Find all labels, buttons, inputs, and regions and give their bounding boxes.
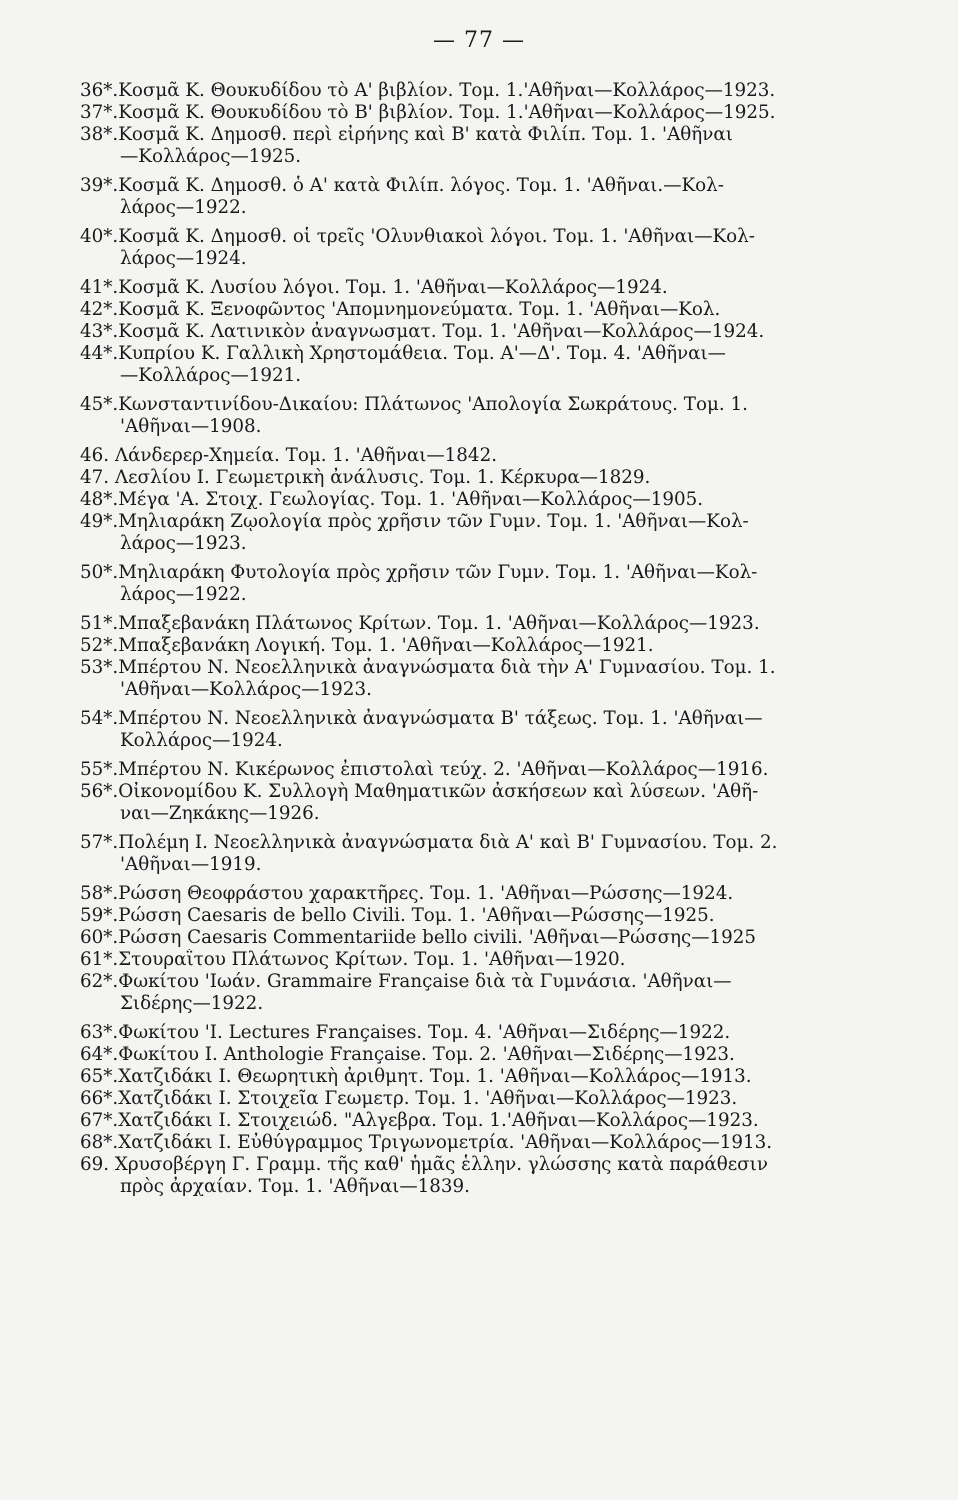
bibliography-entry: [80, 80, 910, 102]
entry-continuation-line: λάρος—1923.: [120, 533, 247, 554]
entry-line: 43*.Κοσμᾶ Κ. Λατινικὸν ἀναγνωσματ. Τομ. 1. 'Αθῆναι—Κολλάρος—1924.: [80, 321, 765, 342]
entry-line: 51*.Μπαξεβανάκη Πλάτωνος Κρίτων. Τομ. 1. 'Αθῆναι—Κολλάρος—1923.: [80, 613, 760, 634]
bibliography-entry: [80, 1066, 910, 1088]
bibliography-entry: [80, 489, 910, 511]
entry-line: 56*.Οἰκονομίδου Κ. Συλλογὴ Μαθηματικῶν ἀσκήσεων καὶ λύσεων. 'Αθῆ-: [80, 781, 759, 802]
bibliography-entry: [80, 971, 910, 1015]
entry-line: 41*.Κοσμᾶ Κ. Λυσίου λόγοι. Τομ. 1. 'Αθῆναι—Κολλάρος—1924.: [80, 277, 668, 298]
bibliography-entry: [80, 883, 910, 905]
entry-line: 69. Χρυσοβέργη Γ. Γραμμ. τῆς καθ' ἡμᾶς ἑλλην. γλώσσης κατὰ παράθεσιν: [80, 1154, 768, 1175]
bibliography-entry: [80, 759, 910, 781]
entry-continuation-line: Κολλάρος—1924.: [120, 730, 283, 751]
bibliography-entry: [80, 511, 910, 555]
bibliography-entry: [80, 124, 910, 168]
entry-continuation-line: πρὸς ἀρχαίαν. Τομ. 1. 'Αθῆναι—1839.: [120, 1176, 470, 1197]
entry-line: 58*.Ρώσση Θεοφράστου χαρακτῆρες. Τομ. 1. 'Αθῆναι—Ρώσσης—1924.: [80, 883, 734, 904]
entry-line: 57*.Πολέμη Ι. Νεοελληνικὰ ἀναγνώσματα διὰ Α' καὶ Β' Γυμνασίου. Τομ. 2.: [80, 832, 778, 853]
entry-line: 38*.Κοσμᾶ Κ. Δημοσθ. περὶ εἰρήνης καὶ Β' κατὰ Φιλίπ. Τομ. 1. 'Αθῆναι: [80, 124, 733, 145]
entry-continuation-line: —Κολλάρος—1925.: [120, 146, 302, 167]
bibliography-entry: [80, 949, 910, 971]
bibliography-entry: [80, 613, 910, 635]
entry-line: 54*.Μπέρτου Ν. Νεοελληνικὰ ἀναγνώσματα Β' τάξεως. Τομ. 1. 'Αθῆναι—: [80, 708, 763, 729]
bibliography-entry: [80, 277, 910, 299]
bibliography-entry: [80, 1022, 910, 1044]
entry-line: 48*.Μέγα 'Α. Στοιχ. Γεωλογίας. Τομ. 1. 'Αθῆναι—Κολλάρος—1905.: [80, 489, 704, 510]
bibliography-entry: [80, 1110, 910, 1132]
entry-continuation-line: Σιδέρης—1922.: [120, 993, 264, 1014]
bibliography-entry: [80, 562, 910, 606]
bibliography-entry: [80, 635, 910, 657]
bibliography-entry: [80, 445, 910, 467]
entry-line: 44*.Κυπρίου Κ. Γαλλικὴ Χρηστομάθεια. Τομ. Α'—Δ'. Τομ. 4. 'Αθῆναι—: [80, 343, 726, 364]
entry-line: 63*.Φωκίτου 'Ι. Lectures Françaises. Τομ. 4. 'Αθῆναι—Σιδέρης—1922.: [80, 1022, 731, 1043]
bibliography-entry: [80, 708, 910, 752]
entry-line: 39*.Κοσμᾶ Κ. Δημοσθ. ὁ Α' κατὰ Φιλίπ. λόγος. Τομ. 1. 'Αθῆναι.—Κολ-: [80, 175, 724, 196]
bibliography-entry: [80, 102, 910, 124]
entry-line: 66*.Χατζιδάκι Ι. Στοιχεῖα Γεωμετρ. Τομ. 1. 'Αθῆναι—Κολλάρος—1923.: [80, 1088, 738, 1109]
entry-line: 62*.Φωκίτου 'Ιωάν. Grammaire Française διὰ τὰ Γυμνάσια. 'Αθῆναι—: [80, 971, 732, 992]
entry-line: 50*.Μηλιαράκη Φυτολογία πρὸς χρῆσιν τῶν Γυμν. Τομ. 1. 'Αθῆναι—Κολ-: [80, 562, 758, 583]
entry-line: 40*.Κοσμᾶ Κ. Δημοσθ. οἱ τρεῖς 'Ολυνθιακοὶ λόγοι. Τομ. 1. 'Αθῆναι—Κολ-: [80, 226, 755, 247]
entry-line: 55*.Μπέρτου Ν. Κικέρωνος ἐπιστολαὶ τεύχ. 2. 'Αθῆναι—Κολλάρος—1916.: [80, 759, 769, 780]
entry-line: 36*.Κοσμᾶ Κ. Θουκυδίδου τὸ Α' βιβλίον. Τομ. 1.'Αθῆναι—Κολλάρος—1923.: [80, 80, 776, 101]
bibliography-entry: [80, 467, 910, 489]
bibliography-entry: [80, 1132, 910, 1154]
entry-continuation-line: 'Αθῆναι—1908.: [120, 416, 262, 437]
bibliography-entry: [80, 321, 910, 343]
bibliography-entry: [80, 657, 910, 701]
entry-line: 52*.Μπαξεβανάκη Λογική. Τομ. 1. 'Αθῆναι—Κολλάρος—1921.: [80, 635, 654, 656]
entry-continuation-line: ναι—Ζηκάκης—1926.: [120, 803, 320, 824]
bibliography-entry: [80, 1154, 910, 1198]
bibliography-entry: [80, 832, 910, 876]
entry-line: 67*.Χατζιδάκι Ι. Στοιχειώδ. "Αλγεβρα. Τομ. 1.'Αθῆναι—Κολλάρος—1923.: [80, 1110, 759, 1131]
entry-line: 65*.Χατζιδάκι Ι. Θεωρητικὴ ἀριθμητ. Τομ. 1. 'Αθῆναι—Κολλάρος—1913.: [80, 1066, 752, 1087]
bibliography-entry: [80, 299, 910, 321]
entry-line: 37*.Κοσμᾶ Κ. Θουκυδίδου τὸ Β' βιβλίον. Τομ. 1.'Αθῆναι—Κολλάρος—1925.: [80, 102, 776, 123]
entry-line: 60*.Ρώσση Caesaris Commentariide bello civili. 'Αθῆναι—Ρώσσης—1925: [80, 927, 757, 948]
entry-line: 47. Λεσλίου Ι. Γεωμετρικὴ ἀνάλυσις. Τομ. 1. Κέρκυρα—1829.: [80, 467, 651, 488]
entry-continuation-line: —Κολλάρος—1921.: [120, 365, 302, 386]
bibliography-entry: [80, 781, 910, 825]
entry-continuation-line: 'Αθῆναι—1919.: [120, 854, 262, 875]
bibliography-entry: [80, 927, 910, 949]
bibliography-entry: [80, 905, 910, 927]
entry-continuation-line: λάρος—1924.: [120, 248, 247, 269]
entry-line: 46. Λάνδερερ-Χημεία. Τομ. 1. 'Αθῆναι—1842.: [80, 445, 498, 466]
entry-continuation-line: λάρος—1922.: [120, 584, 247, 605]
entry-line: 49*.Μηλιαράκη Ζῳολογία πρὸς χρῆσιν τῶν Γυμν. Τομ. 1. 'Αθῆναι—Κολ-: [80, 511, 749, 532]
entry-line: 64*.Φωκίτου Ι. Anthologie Française. Τομ. 2. 'Αθῆναι—Σιδέρης—1923.: [80, 1044, 735, 1065]
page-number: — 77 —: [433, 28, 525, 53]
bibliography-entry: [80, 394, 910, 438]
bibliography-entry: [80, 1044, 910, 1066]
entry-line: 53*.Μπέρτου Ν. Νεοελληνικὰ ἀναγνώσματα διὰ τὴν Α' Γυμνασίου. Τομ. 1.: [80, 657, 776, 678]
entry-continuation-line: λάρος—1922.: [120, 197, 247, 218]
bibliography-entry: [80, 343, 910, 387]
bibliography-entry: [80, 175, 910, 219]
bibliography-entry: [80, 1088, 910, 1110]
entry-line: 61*.Στουραΐτου Πλάτωνος Κρίτων. Τομ. 1. 'Αθῆναι—1920.: [80, 949, 626, 970]
bibliography-entry: [80, 226, 910, 270]
entry-line: 45*.Κωνσταντινίδου-Δικαίου: Πλάτωνος 'Απολογία Σωκράτους. Τομ. 1.: [80, 394, 748, 415]
entry-line: 68*.Χατζιδάκι Ι. Εὐθύγραμμος Τριγωνομετρία. 'Αθῆναι—Κολλάρος—1913.: [80, 1132, 773, 1153]
entry-line: 59*.Ρώσση Caesaris de bello Civili. Τομ. 1. 'Αθῆναι—Ρώσσης—1925.: [80, 905, 715, 926]
entry-continuation-line: 'Αθῆναι—Κολλάρος—1923.: [120, 679, 372, 700]
entry-line: 42*.Κοσμᾶ Κ. Ξενοφῶντος 'Απομνημονεύματα. Τομ. 1. 'Αθῆναι—Κολ.: [80, 299, 721, 320]
bibliography-list: [80, 80, 910, 1205]
